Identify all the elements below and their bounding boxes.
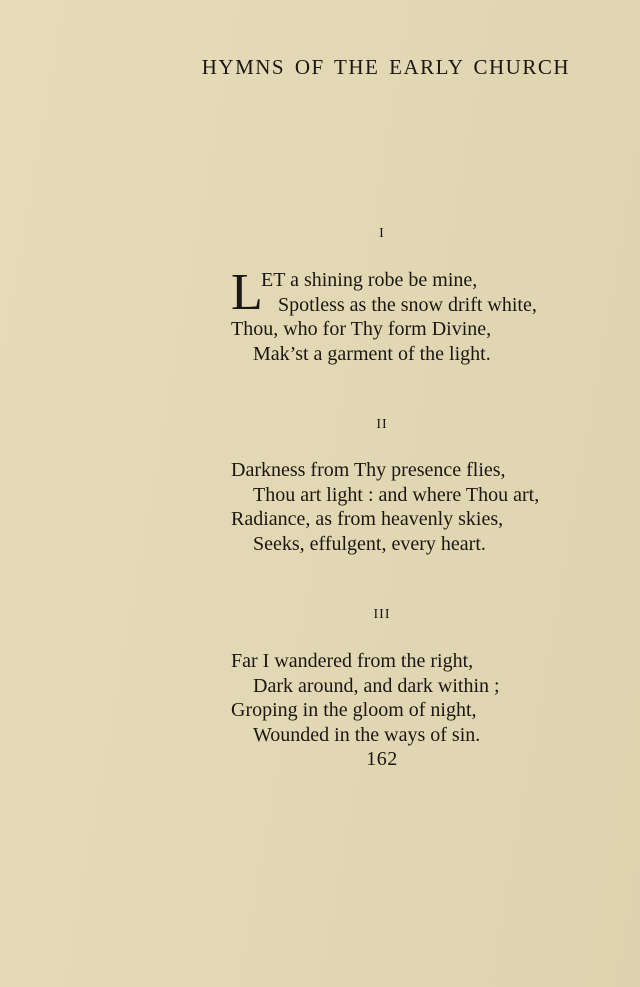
drop-cap-block [231, 264, 537, 321]
stanza-line: Seeks, effulgent, every heart. [253, 532, 486, 555]
section-numeral-3: III [373, 607, 391, 622]
running-header: HYMNS OF THE EARLY CHURCH [201, 55, 570, 79]
stanza-line: Wounded in the ways of sin. [253, 723, 481, 746]
stanza-line: Thou, who for Thy form Divine, [231, 318, 492, 340]
stanza-line: Dark around, and dark within ; [253, 674, 500, 697]
stanza-line: Radiance, as from heavenly skies, [231, 508, 504, 530]
stanza-2 [231, 458, 539, 556]
stanza-line: Darkness from Thy presence flies, [231, 459, 506, 481]
page-number: 162 [366, 748, 398, 770]
stanza-line: Groping in the gloom of night, [231, 699, 477, 721]
drop-cap: L [231, 264, 263, 321]
stanza-3 [231, 649, 500, 747]
stanza-line: Far I wandered from the right, [231, 650, 474, 672]
section-numeral-2: II [376, 417, 388, 432]
section-numeral-1: I [379, 226, 385, 241]
stanza-line: Thou art light : and where Thou art, [253, 483, 540, 506]
stanza-line: Spotless as the snow drift white, [278, 293, 537, 316]
stanza-1 [231, 264, 537, 366]
stanza-line: Mak’st a garment of the light. [253, 342, 491, 365]
stanza-line: ET a shining robe be mine, [261, 269, 478, 291]
